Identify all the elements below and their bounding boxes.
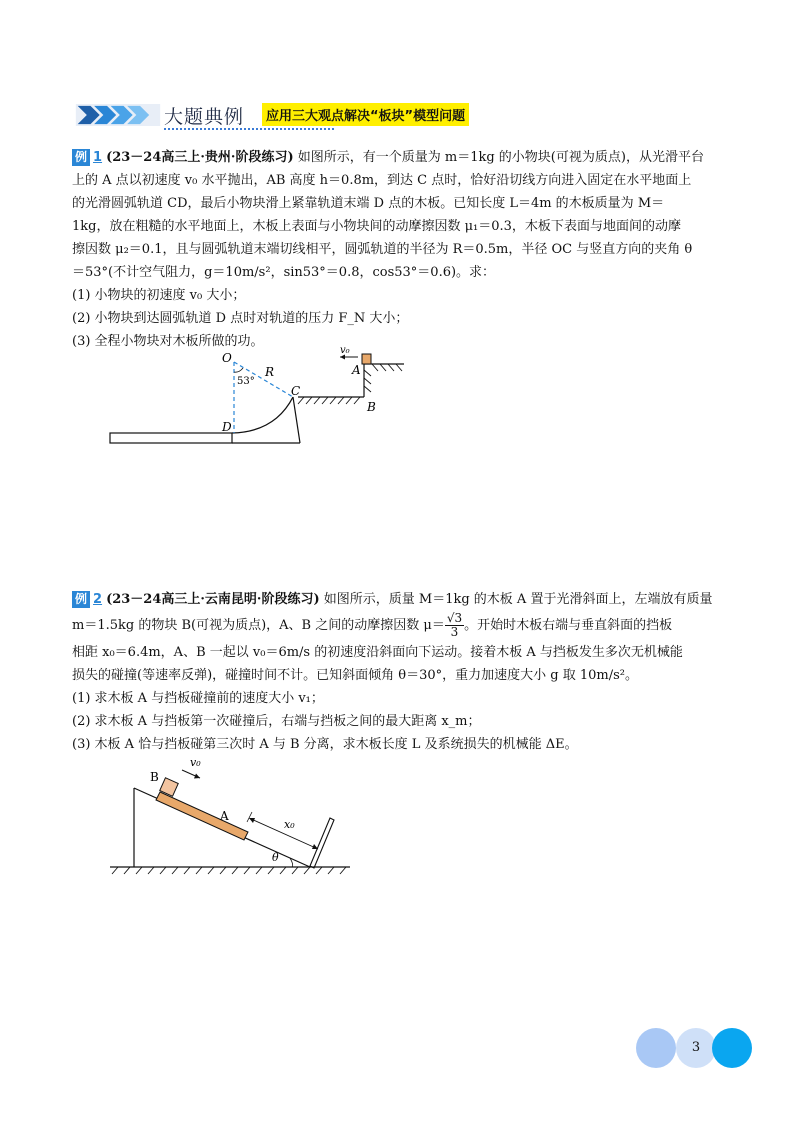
- label-v0: v₀: [190, 756, 201, 769]
- fraction: [445, 612, 464, 639]
- label-v0: v₀: [340, 345, 350, 356]
- label-c: C: [291, 384, 301, 398]
- example-text-line: 损失的碰撞(等速率反弹)，碰撞时间不计。已知斜面倾角 θ＝30°，重力加速度大小 g 取 10m/s²。: [72, 668, 638, 683]
- question-2: (2) 小物块到达圆弧轨道 D 点时对轨道的压力 F_N 大小；: [72, 311, 409, 326]
- example-text-line: 如图所示，有一个质量为 m＝1kg 的小物块(可视为质点)，从光滑平台: [297, 150, 704, 165]
- label-d: D: [222, 420, 232, 434]
- question-1: (1) 求木板 A 与挡板碰撞前的速度大小 v₁；: [72, 691, 324, 706]
- plank-a: [156, 792, 248, 840]
- baffle: [310, 818, 334, 868]
- example-text-line: 相距 x₀＝6.4m，A、B 一起以 v₀＝6m/s 的初速度沿斜面向下运动。接着木板 A 与挡板发生多次无机械能: [72, 645, 683, 660]
- divider: [164, 128, 334, 130]
- example-text-line: 擦因数 μ₂＝0.1，且与圆弧轨道末端切线相平，圆弧轨道的半径为 R＝0.5m，半径 OC 与竖直方向的夹角 θ: [72, 242, 693, 257]
- example-tag: 例: [72, 591, 90, 608]
- example-text-line: 如图所示，质量 M＝1kg 的木板 A 置于光滑斜面上，左端放有质量: [323, 592, 713, 607]
- example-text-line: ＝53°(不计空气阻力，g＝10m/s²，sin53°＝0.8，cos53°＝0.6)。求：: [72, 265, 496, 280]
- figure-2-diagram: [104, 752, 354, 878]
- label-theta: θ: [272, 851, 279, 864]
- question-2: (2) 求木板 A 与挡板第一次碰撞后，右端与挡板之间的最大距离 x_m；: [72, 714, 481, 729]
- label-a: A: [352, 363, 361, 377]
- circle-left-icon: [636, 1028, 676, 1068]
- label-b: B: [150, 770, 159, 784]
- example-text-line: [72, 611, 732, 641]
- arc-track: [232, 397, 293, 433]
- section-header: [72, 100, 482, 134]
- small-block: [362, 354, 371, 364]
- page-number: 3: [691, 1040, 701, 1055]
- example-text-line: 的光滑圆弧轨道 CD，最后小物块滑上紧靠轨道末端 D 点的木板。已知长度 L＝4m 的木板质量为 M＝: [72, 196, 665, 211]
- question-3: (3) 全程小物块对木板所做的功。: [72, 334, 264, 349]
- example-number: 2: [93, 592, 103, 607]
- label-r: R: [265, 365, 275, 379]
- wooden-board: [110, 433, 232, 443]
- label-a: A: [220, 809, 229, 823]
- chevron-banner-icon: [72, 104, 164, 126]
- example-2: [72, 588, 732, 756]
- example-number: 1: [93, 150, 103, 165]
- label-o: O: [222, 351, 232, 365]
- fraction-numerator: √3: [446, 611, 463, 625]
- example-text-segment: m＝1.5kg 的物块 B(可视为质点)，A、B 之间的动摩擦因数 μ＝: [72, 618, 445, 633]
- example-text-line: 1kg，放在粗糙的水平地面上，木板上表面与小物块间的动摩擦因数 μ₁＝0.3，木板下表面与地面间的动摩: [72, 219, 681, 234]
- example-text-line: 上的 A 点以初速度 v₀ 水平抛出，AB 高度 h＝0.8m，到达 C 点时，恰好沿切线方向进入固定在水平地面上: [72, 173, 692, 188]
- example-1: [72, 146, 732, 353]
- example-1-first-line: [72, 146, 732, 169]
- figure-1-diagram: [100, 340, 420, 450]
- page-number-badge: [636, 1028, 756, 1068]
- fraction-denominator: 3: [450, 625, 459, 639]
- circle-right-icon: [712, 1028, 752, 1068]
- label-angle: 53°: [237, 376, 255, 387]
- label-b: B: [367, 400, 376, 414]
- section-subtitle: 应用三大观点解决“板块”模型问题: [262, 103, 469, 126]
- question-3: (3) 木板 A 恰与挡板碰第三次时 A 与 B 分离，求木板长度 L 及系统损失的机械能 ΔE。: [72, 737, 578, 752]
- question-1: (1) 小物块的初速度 v₀ 大小；: [72, 288, 246, 303]
- example-text-segment: 。开始时木板右端与垂直斜面的挡板: [464, 618, 673, 633]
- example-2-first-line: [72, 588, 732, 611]
- example-source: (23－24高三上·贵州·阶段练习): [106, 150, 294, 165]
- label-x0: x₀: [284, 818, 295, 831]
- section-title: 大题典例: [164, 106, 245, 128]
- example-tag: 例: [72, 149, 90, 166]
- example-source: (23－24高三上·云南昆明·阶段练习): [106, 592, 320, 607]
